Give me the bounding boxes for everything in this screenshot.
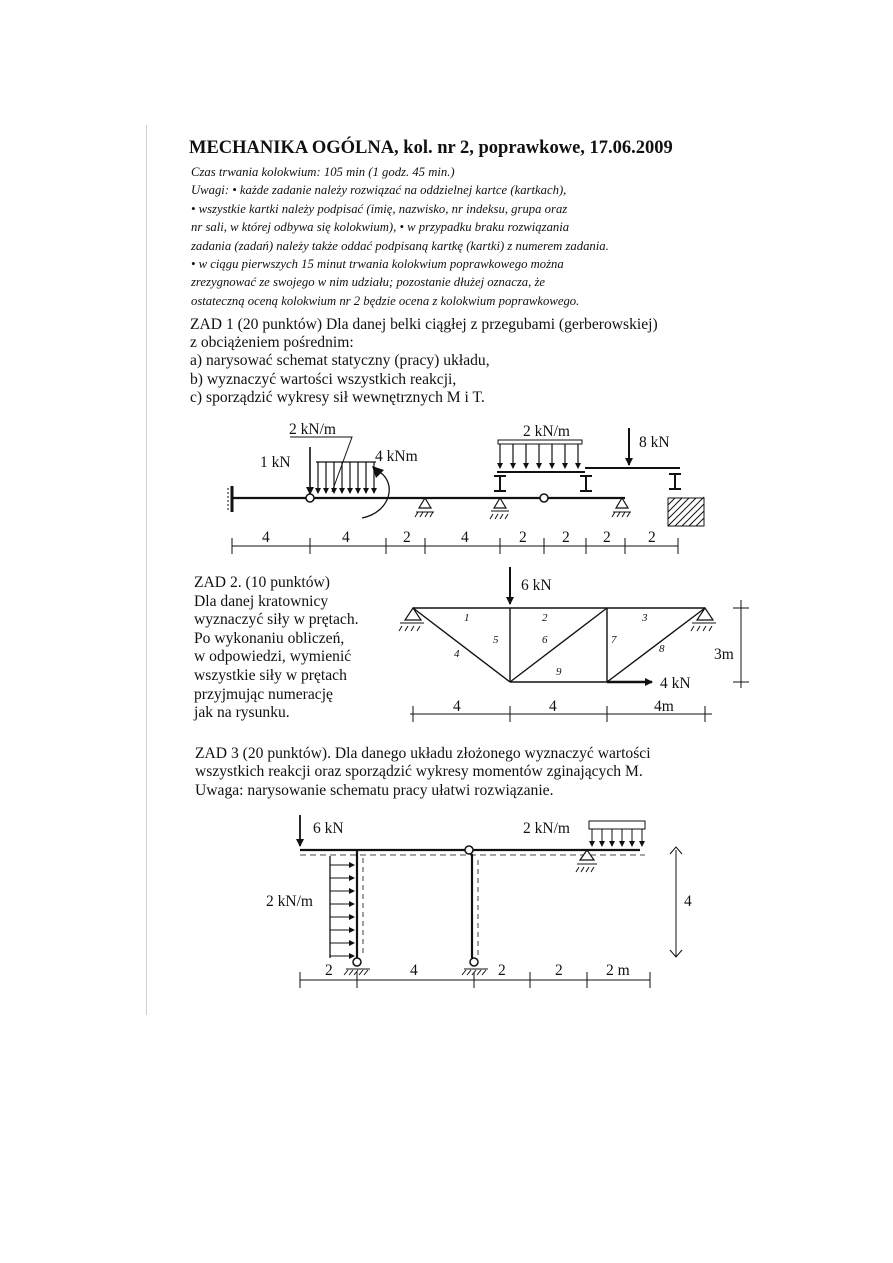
note-line: zrezygnować ze swojego w nim udziału; pozostanie dłużej oznacza, że [191,275,546,290]
dim-label: 2 [325,962,333,979]
load-q-side-label: 2 kN/m [266,893,313,910]
dim-label: 4 [461,529,469,546]
member-label: 5 [493,634,499,646]
load-h-label: 4 kN [660,675,691,692]
hinge [465,846,473,854]
task-2-line: wyznaczyć siły w prętach. [194,611,359,629]
dim-label: 2 [562,529,570,546]
task-1-line: z obciążeniem pośrednim: [190,334,354,352]
dim-label: 2 [403,529,411,546]
load-p1-label: 1 kN [260,454,291,471]
task-3-line: Uwaga: narysowanie schematu pracy ułatwi rozwiązanie. [195,781,554,799]
note-line: • wszystkie kartki należy podpisać (imię, nazwisko, nr indeksu, grupa oraz [191,201,568,216]
task-2-text [194,574,359,723]
dim-label: 4 [453,698,461,715]
load-q1-label: 2 kN/m [289,421,336,438]
member-label: 3 [642,612,648,624]
member-label: 1 [464,612,470,624]
member-label: 8 [659,643,665,655]
load-q-top-label: 2 kN/m [523,820,570,837]
member-label: 9 [556,666,562,678]
task-1-line: a) narysować schemat statyczny (pracy) układu, [190,352,490,370]
task-2-line: jak na rysunku. [194,704,290,722]
task-1-line: c) sporządzić wykresy sił wewnętrznych M i T. [190,388,485,406]
task-1-line: ZAD 1 (20 punktów) Dla danej belki ciągłej z przegubami (gerberowskiej) [190,316,658,333]
exam-notes [191,163,609,310]
height-label: 3m [714,646,734,663]
dim-label: 2 [498,962,506,979]
member-label: 6 [542,634,548,646]
load-v-label: 6 kN [521,577,552,594]
dim-label: 2 [555,962,563,979]
hinge [540,494,548,502]
task-2-line: wszystkie siły w prętach [194,666,347,684]
member-label: 2 [542,612,548,624]
dim-label: 2 [648,529,656,546]
member-label: 4 [454,648,460,660]
task-3-line: ZAD 3 (20 punktów). Dla danego układu złożonego wyznaczyć wartości [195,745,651,762]
hinge [306,494,314,502]
moment-label: 4 kNm [375,448,418,465]
task-2-line: ZAD 2. (10 punktów) [194,574,330,591]
task-3-line: wszystkich reakcji oraz sporządzić wykresy momentów zginających M. [195,763,643,781]
note-line: ostateczną oceną kolokwium nr 2 będzie ocena z kolokwium poprawkowego. [191,293,580,308]
load-q2-label: 2 kN/m [523,423,570,440]
dim-label: 2 [519,529,527,546]
member-label: 7 [611,634,617,646]
task-2-line: w odpowiedzi, wymienić [194,648,352,666]
task-3-text [195,745,651,800]
dim-label: 4 [342,529,350,546]
task-1-line: b) wyznaczyć wartości wszystkich reakcji, [190,370,457,388]
task-1-text [190,316,658,407]
page-title: MECHANIKA OGÓLNA, kol. nr 2, poprawkowe, 17.06.2009 [189,138,673,158]
note-line: Uwagi: • każde zadanie należy rozwiązać na oddzielnej kartce (kartkach), [191,183,567,198]
dim-label: 2 m [606,962,630,979]
dim-label: 4 [410,962,418,979]
scan-margin-line [146,125,147,1015]
task-2-line: Dla danej kratownicy [194,592,329,610]
note-line: Czas trwania kolokwium: 105 min (1 godz. 45 min.) [191,165,455,179]
task-2-line: Po wykonaniu obliczeń, [194,629,345,647]
dim-label: 4 [549,698,557,715]
dim-label: 2 [603,529,611,546]
dim-label: 4 [262,529,270,546]
task-2-line: przyjmując numerację [194,685,333,703]
load-p2-label: 8 kN [639,434,670,451]
note-line: nr sali, w której odbywa się kolokwium), • w przypadku braku rozwiązania [191,220,570,235]
dim-label: 4m [654,698,674,715]
load-p-label: 6 kN [313,820,344,837]
height-label: 4 [684,893,692,910]
note-line: • w ciągu pierwszych 15 minut trwania kolokwium poprawkowego można [191,256,564,271]
note-line: zadania (zadań) należy także oddać podpisaną kartkę (kartki) z numerem zadania. [191,238,609,253]
